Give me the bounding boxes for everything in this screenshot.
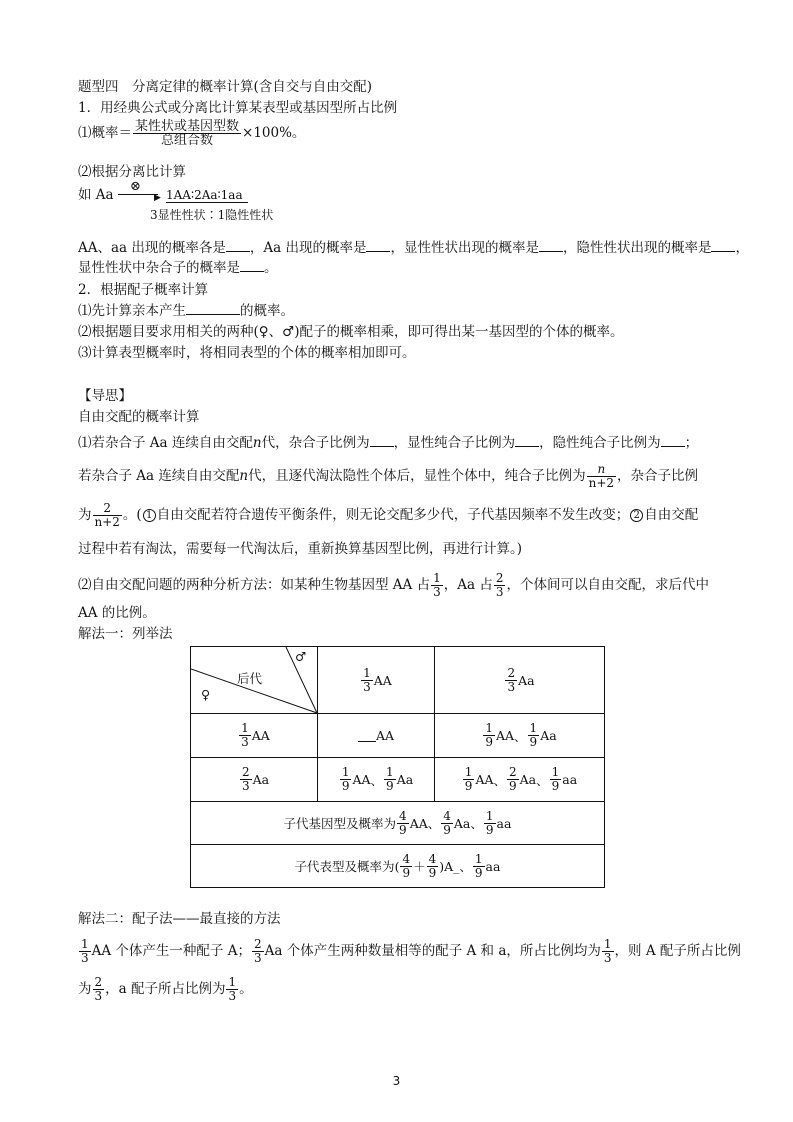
punnett-table [190,646,605,888]
subsection-1: 1．用经典公式或分离比计算某表型或基因型所占比例 [78,100,398,116]
free-mating-heading: 自由交配的概率计算 [78,409,200,425]
free-line-5: ⑵自由交配问题的两种分析方法：如某种生物基因型 AA 占 $\frac{1}{3}$ ，Aa 占 $\frac{2}{3}$ ，个体间可以自由交配，求后代中 [78,571,709,599]
section-title: 题型四 分离定律的概率计算(含自交与自由交配) [78,79,373,95]
daosi-heading: 【导思】 [78,388,132,404]
cell-aa-aahet: $\frac{1}{9}$ AA 、 $\frac{1}{9}$ Aa [485,721,557,749]
free-line-6: AA 的比例。 [78,605,156,621]
row-header-aahet: $\frac{2}{3}$ Aa [241,765,270,793]
subsection-2: 2．根据配子概率计算 [78,282,209,298]
free-line-2: 若杂合子 Aa 连续自由交配n代，且逐代淘汰隐性个体后，显性个体中，纯合子比例为 $\frac{n}{n+2}$ ，杂合子比例 [78,462,699,490]
gamete-method-line-1: $\frac{1}{3}$ AA 个体产生一种配子 A； $\frac{2}{3}$ Aa 个体产生两种数量相等的配子 A 和 a，所占比例均为 $\frac{1}{3}$ ，则 A 配子所占比例 [81,937,741,965]
gamete-line-2: ⑵根据题目要求用相关的两种(♀、♂)配子的概率相乘，即可得出某一基因型的个体的概率。 [78,324,624,340]
male-symbol: ♂ [295,649,307,664]
free-line-1: ⑴若杂合子 Aa 连续自由交配n代，杂合子比例为 ，显性纯合子比例为 ，隐性纯合子比例为 ； [78,435,699,451]
cell-aahet-aahet: $\frac{1}{9}$ AA 、 $\frac{2}{9}$ Aa 、 $\frac{1}{9}$ aa [464,765,578,793]
gamete-method-line-2: 为 $\frac{2}{3}$ ，a 配子所占比例为 $\frac{1}{3}$ 。 [78,975,253,1003]
cross-phenotype: 3显性性状∶1隐性性状 [150,208,274,222]
female-symbol: ♀ [201,687,211,702]
question-line-2: 显性性状中杂合子的概率是 。 [78,260,278,276]
gamete-line-1: ⑴先计算亲本产生 的概率。 [78,303,294,319]
phenotype-summary: 子代表型及概率为 ( $\frac{4}{9}$ ＋ $\frac{4}{9}$ )A_、 $\frac{1}{9}$ aa [294,851,501,880]
col-header-aa-het: $\frac{2}{3}$ Aa [507,665,535,694]
offspring-label: 后代 [237,671,263,686]
subsection-1b: ⑵根据分离比计算 [78,164,186,180]
cell-aa-aa: AA [318,714,434,757]
col-header-aa: $\frac{1}{3}$ AA [363,665,392,694]
method-1-heading: 解法一：列举法 [78,626,173,642]
formula-fraction: $\frac{\text{某性状或基因型数}}{\text{总组合数}}$ [135,119,240,148]
page-number: 3 [392,1074,401,1088]
free-line-3: 为 $\frac{2}{n+2}$ 。( 1 自由交配若符合遗传平衡条件，则无论交配多少代，子代基因频率不发生改变； 2 自由交配 [78,501,699,529]
question-line-1: AA、aa 出现的概率各是 ，Aa 出现的概率是 ，显性性状出现的概率是 ，隐性性状出现的概率是 ， [78,240,749,256]
free-line-4: 过程中若有淘汰，需要每一代淘汰后，重新换算基因型比例，再进行计算。) [78,541,523,557]
method-2-heading: 解法二：配子法——最直接的方法 [78,911,281,927]
cell-aahet-aa: $\frac{1}{9}$ AA 、 $\frac{1}{9}$ Aa [341,765,414,793]
genotype-summary: 子代基因型及概率为 $\frac{4}{9}$ AA 、 $\frac{4}{9}$ Aa 、 $\frac{1}{9}$ aa [283,808,512,837]
cross-result: 1AA∶2Aa∶1aa [166,188,243,202]
formula-line: ⑴概率＝ $\frac{\text{某性状或基因型数}}{\text{总组合数}}$ ×100%。 [78,119,306,148]
gamete-line-3: ⑶计算表型概率时，将相同表型的个体的概率相加即可。 [78,345,416,361]
cross-diagram: 如 Aa ▶ ⊗ 1AA∶2Aa∶1aa 3显性性状∶1隐性性状 [78,179,274,222]
self-cross-symbol: ⊗ [130,179,141,194]
row-header-aa: $\frac{1}{3}$ AA [241,721,270,749]
